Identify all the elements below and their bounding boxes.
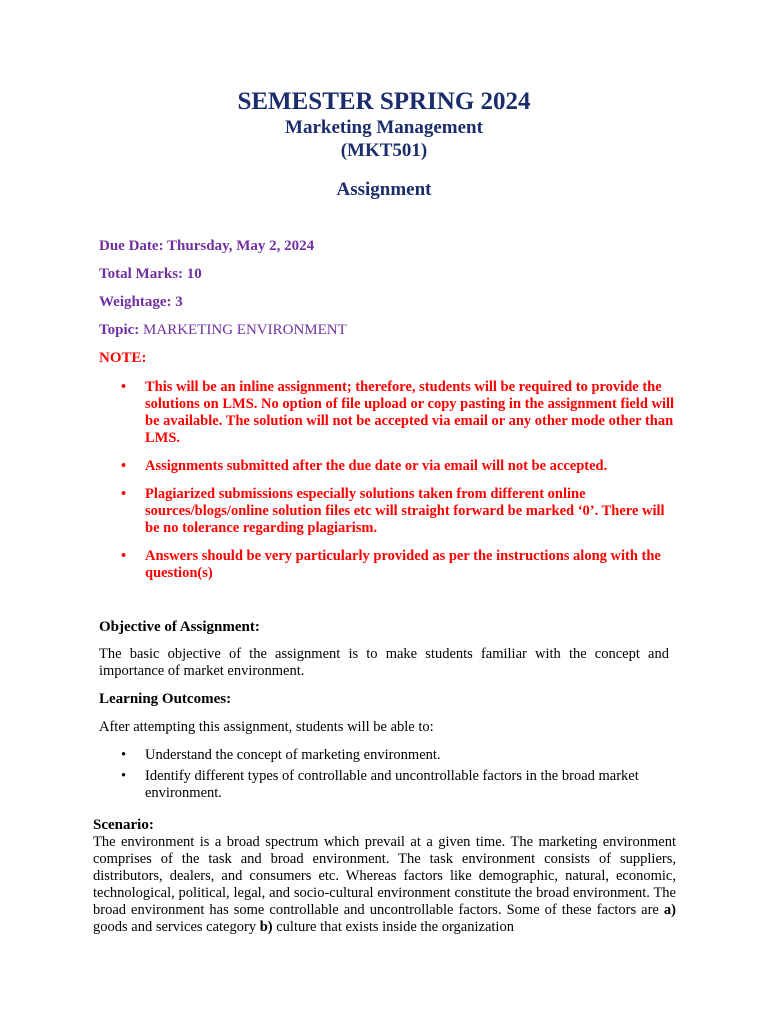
- outcomes-heading: Learning Outcomes:: [99, 691, 232, 707]
- list-item: • Understand the concept of marketing environment.: [121, 747, 441, 763]
- page-title: SEMESTER SPRING 2024: [237, 88, 531, 115]
- bullet-icon: •: [121, 379, 127, 395]
- list-item: • Identify different types of controllable and uncontrollable factors in the broad market environment.: [121, 768, 639, 801]
- bullet-icon: •: [121, 548, 127, 564]
- scenario-text: The environment is a broad spectrum which prevail at a given time. The marketing environment comprises of the task and broad environment. The task environment consists of suppliers, distributors, dealers, and consumers etc. Whereas factors like demographic, natural, economic, technological, political, legal, and socio-cultural environment constitute the broad environment. The broad environment has some controllable and uncontrollable factors. Some of these factors are a) goods and services category b) culture that exists inside the organization: [93, 834, 676, 935]
- objective-text: The basic objective of the assignment is to make students familiar with the concept and importance of market environment.: [99, 646, 669, 679]
- list-item: • Plagiarized submissions especially solutions taken from different online sources/blogs/online solution files etc will straight forward be marked ‘0’. There will be no tolerance regarding plagiarism.: [121, 486, 665, 536]
- topic: [99, 322, 347, 339]
- scenario-heading: Scenario:: [93, 817, 154, 833]
- notes-list: [99, 379, 679, 593]
- bullet-icon: •: [121, 768, 127, 784]
- total-marks: Total Marks: 10: [99, 266, 202, 282]
- list-item: • Answers should be very particularly provided as per the instructions along with the question(s): [121, 548, 661, 581]
- outcomes-intro: After attempting this assignment, students will be able to:: [99, 719, 434, 735]
- list-item: • This will be an inline assignment; therefore, students will be required to provide the solutions on LMS. No option of file upload or copy pasting in the assignment field will be available. The solution will not be accepted via email or any other mode other than LMS.: [121, 379, 675, 446]
- list-item: • Assignments submitted after the due date or via email will not be accepted.: [121, 458, 608, 474]
- course-code: (MKT501): [340, 140, 428, 161]
- marker-b: b): [259, 919, 273, 935]
- topic-label: Topic:: [99, 322, 140, 338]
- topic-value: MARKETING ENVIRONMENT: [143, 322, 347, 338]
- due-date: Due Date: Thursday, May 2, 2024: [99, 238, 315, 254]
- note-label: NOTE:: [99, 350, 147, 366]
- course-name: Marketing Management: [285, 117, 483, 138]
- document-type: Assignment: [336, 179, 432, 200]
- objective-heading: Objective of Assignment:: [99, 619, 260, 635]
- bullet-icon: •: [121, 458, 127, 474]
- weightage: Weightage: 3: [99, 294, 183, 310]
- marker-a: a): [663, 902, 676, 918]
- bullet-icon: •: [121, 747, 127, 763]
- outcomes-list: [99, 747, 679, 806]
- bullet-icon: •: [121, 486, 127, 502]
